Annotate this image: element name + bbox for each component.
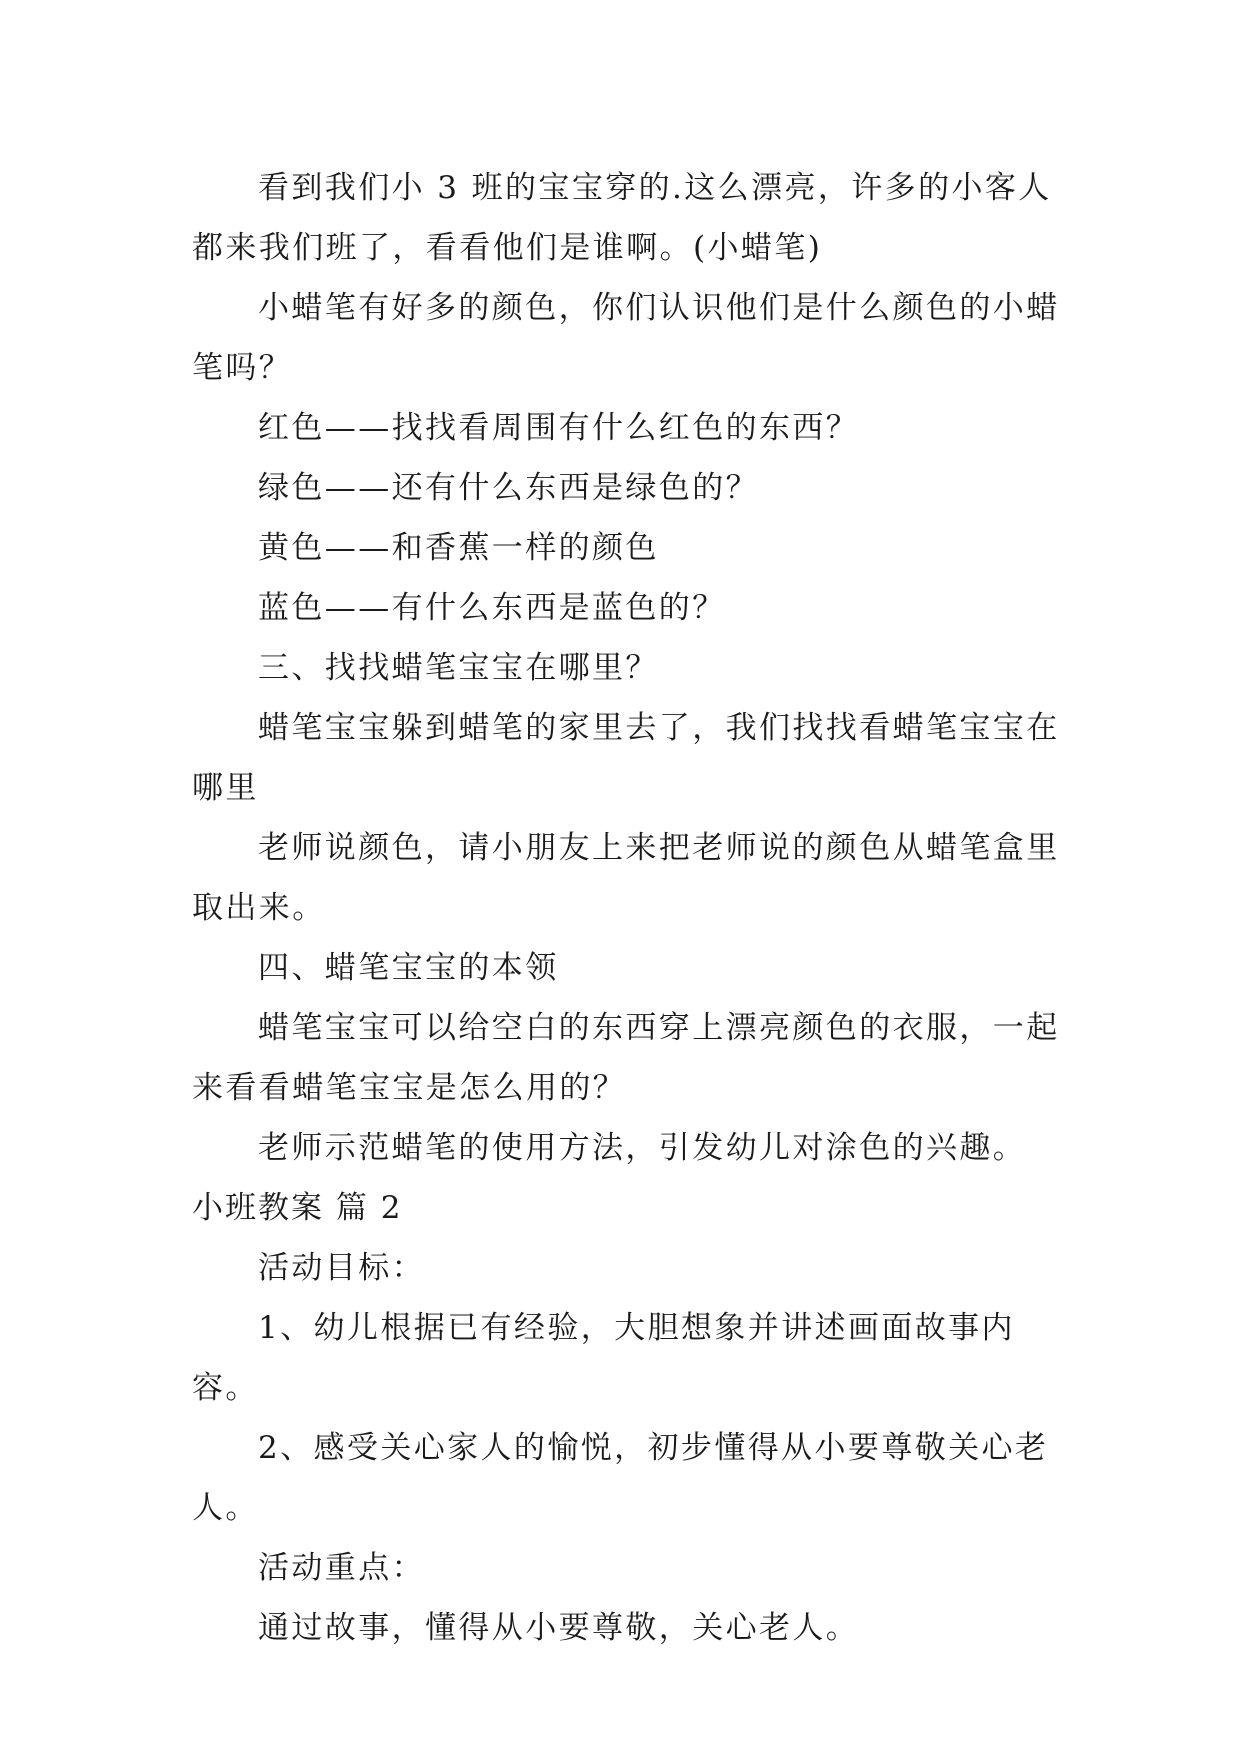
activity-goals-label: 活动目标：: [258, 1250, 425, 1286]
goal-item-1: 1、幼儿根据已有经验，大胆想象并讲述画面故事内容。: [192, 1310, 1015, 1406]
paragraph-teacher-says: 老师说颜色，请小朋友上来把老师说的颜色从蜡笔盒里取出来。: [192, 830, 1060, 926]
paragraph-intro: 看到我们小 3 班的宝宝穿的.这么漂亮，许多的小客人都来我们班了，看看他们是谁啊。(小蜡笔): [192, 170, 1052, 266]
section-heading-four: 四、蜡笔宝宝的本领: [258, 950, 559, 986]
document-body: [192, 158, 1060, 1658]
paragraph-demo: 老师示范蜡笔的使用方法，引发幼儿对涂色的兴趣。: [258, 1130, 1027, 1166]
paragraph-red: 红色——找找看周围有什么红色的东西？: [258, 410, 860, 446]
paragraph-hiding: 蜡笔宝宝躲到蜡笔的家里去了，我们找找看蜡笔宝宝在哪里: [192, 710, 1060, 806]
lesson-title: 小班教案 篇 2: [192, 1190, 403, 1226]
paragraph-colors-question: 小蜡笔有好多的颜色，你们认识他们是什么颜色的小蜡笔吗？: [192, 290, 1060, 386]
goal-item-2: 2、感受关心家人的愉悦，初步懂得从小要尊敬关心老人。: [192, 1430, 1049, 1526]
paragraph-yellow: 黄色——和香蕉一样的颜色: [258, 530, 659, 566]
paragraph-blue: 蓝色——有什么东西是蓝色的？: [258, 590, 726, 626]
paragraph-ability: 蜡笔宝宝可以给空白的东西穿上漂亮颜色的衣服，一起来看看蜡笔宝宝是怎么用的？: [192, 1010, 1060, 1106]
activity-focus-text: 通过故事，懂得从小要尊敬，关心老人。: [258, 1610, 860, 1646]
activity-focus-label: 活动重点：: [258, 1550, 425, 1586]
section-heading-three: 三、找找蜡笔宝宝在哪里？: [258, 650, 659, 686]
paragraph-green: 绿色——还有什么东西是绿色的？: [258, 470, 759, 506]
